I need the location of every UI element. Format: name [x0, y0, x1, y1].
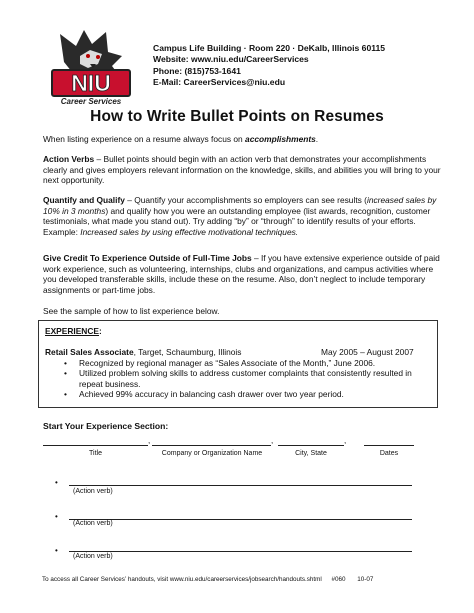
- quantify-text-1: – Quantify your accomplishments so employers can see results (: [124, 195, 367, 205]
- footer: [42, 576, 373, 583]
- job-line: [45, 347, 433, 357]
- logo-subtext: Career Services: [60, 97, 122, 106]
- city-state-blank[interactable]: [278, 436, 347, 446]
- action-verbs-text: – Bullet points should begin with an action verb that demonstrates your accomplishments clearly and gives employers relevant information on the knowledge, skills, and abilities you will bring to your next opportunity.: [43, 154, 441, 186]
- intro-emphasis: accomplishments: [245, 134, 316, 144]
- start-section-heading: Start Your Experience Section:: [43, 421, 169, 431]
- sample-intro: See the sample of how to list experience below.: [43, 306, 220, 316]
- entry-label: (Action verb): [73, 553, 113, 560]
- credit-heading: Give Credit To Experience Outside of Full-Time Jobs: [43, 253, 252, 263]
- job-employer: , Target, Schaumburg, Illinois: [133, 347, 242, 357]
- page-title: How to Write Bullet Points on Resumes: [90, 108, 384, 125]
- city-state-label: City, State: [295, 450, 327, 457]
- credit-text: – If you have extensive experience outside of paid work experience, such as volunteering, internships, clubs and organizations, and campus activities where you developed transferable skills, include these on the resume. Also, don’t neglect to include temporary assignments or part-time jobs.: [43, 253, 440, 295]
- title-label: Title: [89, 450, 102, 457]
- action-verbs-heading: Action Verbs: [43, 154, 95, 164]
- comma: ,: [148, 436, 151, 445]
- job-title: Retail Sales Associate: [45, 347, 134, 357]
- comma: ,: [344, 436, 347, 445]
- list-item: • Recognized by regional manager as “Sales Associate of the Month,” June 2006.: [64, 358, 376, 368]
- company-label: Company or Organization Name: [161, 450, 263, 457]
- experience-heading: EXPERIENCE:: [45, 326, 102, 336]
- intro-paragraph: [43, 134, 441, 145]
- intro-text: When listing experience on a resume always focus on: [43, 134, 246, 144]
- quantify-heading: Quantify and Qualify: [43, 195, 125, 205]
- list-item: • Achieved 99% accuracy in balancing cash drawer over two year period.: [64, 389, 344, 400]
- list-item: • Utilized problem solving skills to address customer complaints that consistently resulted in repeat business.: [64, 368, 412, 389]
- credit-paragraph: [43, 253, 441, 295]
- footer-text: To access all Career Services’ handouts, visit www.niu.edu/careerservices/jobsearch/handouts.shtml: [42, 576, 322, 583]
- quantify-italic-2: Increased sales by using effective motivational techniques.: [80, 226, 299, 237]
- action-verbs-paragraph: [43, 154, 441, 186]
- footer-code: #060: [331, 576, 346, 583]
- quantify-text-2: ) and qualify how you were an outstanding employee (list awards, recognition, customer testimonials, what made you stand out). Try adding “by” or “through” to identify results of your efforts. Example:: [43, 205, 431, 237]
- quantify-italic-1: increased sales by 10% in 3 months: [43, 195, 437, 216]
- company-blank[interactable]: [152, 436, 274, 446]
- contact-block: [153, 43, 385, 88]
- title-blank[interactable]: [43, 436, 151, 446]
- website-line: Website: www.niu.edu/CareerServices: [153, 54, 309, 65]
- phone-line: Phone: (815)753-1641: [153, 65, 241, 76]
- job-dates: May 2005 – August 2007: [321, 347, 414, 357]
- experience-sample-box: [38, 320, 438, 408]
- logo-letters: NIU: [71, 70, 111, 96]
- niu-logo: [46, 26, 136, 106]
- bullet-glyph: •: [55, 546, 58, 555]
- experience-bullet-list: [63, 358, 423, 400]
- entry-line[interactable]: [69, 542, 412, 552]
- footer-date: 10-07: [357, 576, 374, 583]
- bullet-glyph: •: [55, 512, 58, 521]
- entry-label: (Action verb): [73, 520, 113, 527]
- entry-line[interactable]: [69, 510, 412, 520]
- entry-label: (Action verb): [73, 488, 113, 495]
- huskie-logo-graphic: [46, 26, 136, 106]
- entry-line[interactable]: [69, 476, 412, 486]
- address-line: Campus Life Building · Room 220 · DeKalb, Illinois 60115: [153, 43, 386, 53]
- dates-blank[interactable]: [364, 436, 414, 446]
- quantify-paragraph: [43, 195, 441, 237]
- bullet-glyph: •: [55, 478, 58, 487]
- comma: ,: [271, 436, 274, 445]
- intro-end: .: [315, 134, 319, 144]
- dates-label: Dates: [379, 450, 399, 457]
- email-line: E-Mail: CareerServices@niu.edu: [153, 76, 286, 87]
